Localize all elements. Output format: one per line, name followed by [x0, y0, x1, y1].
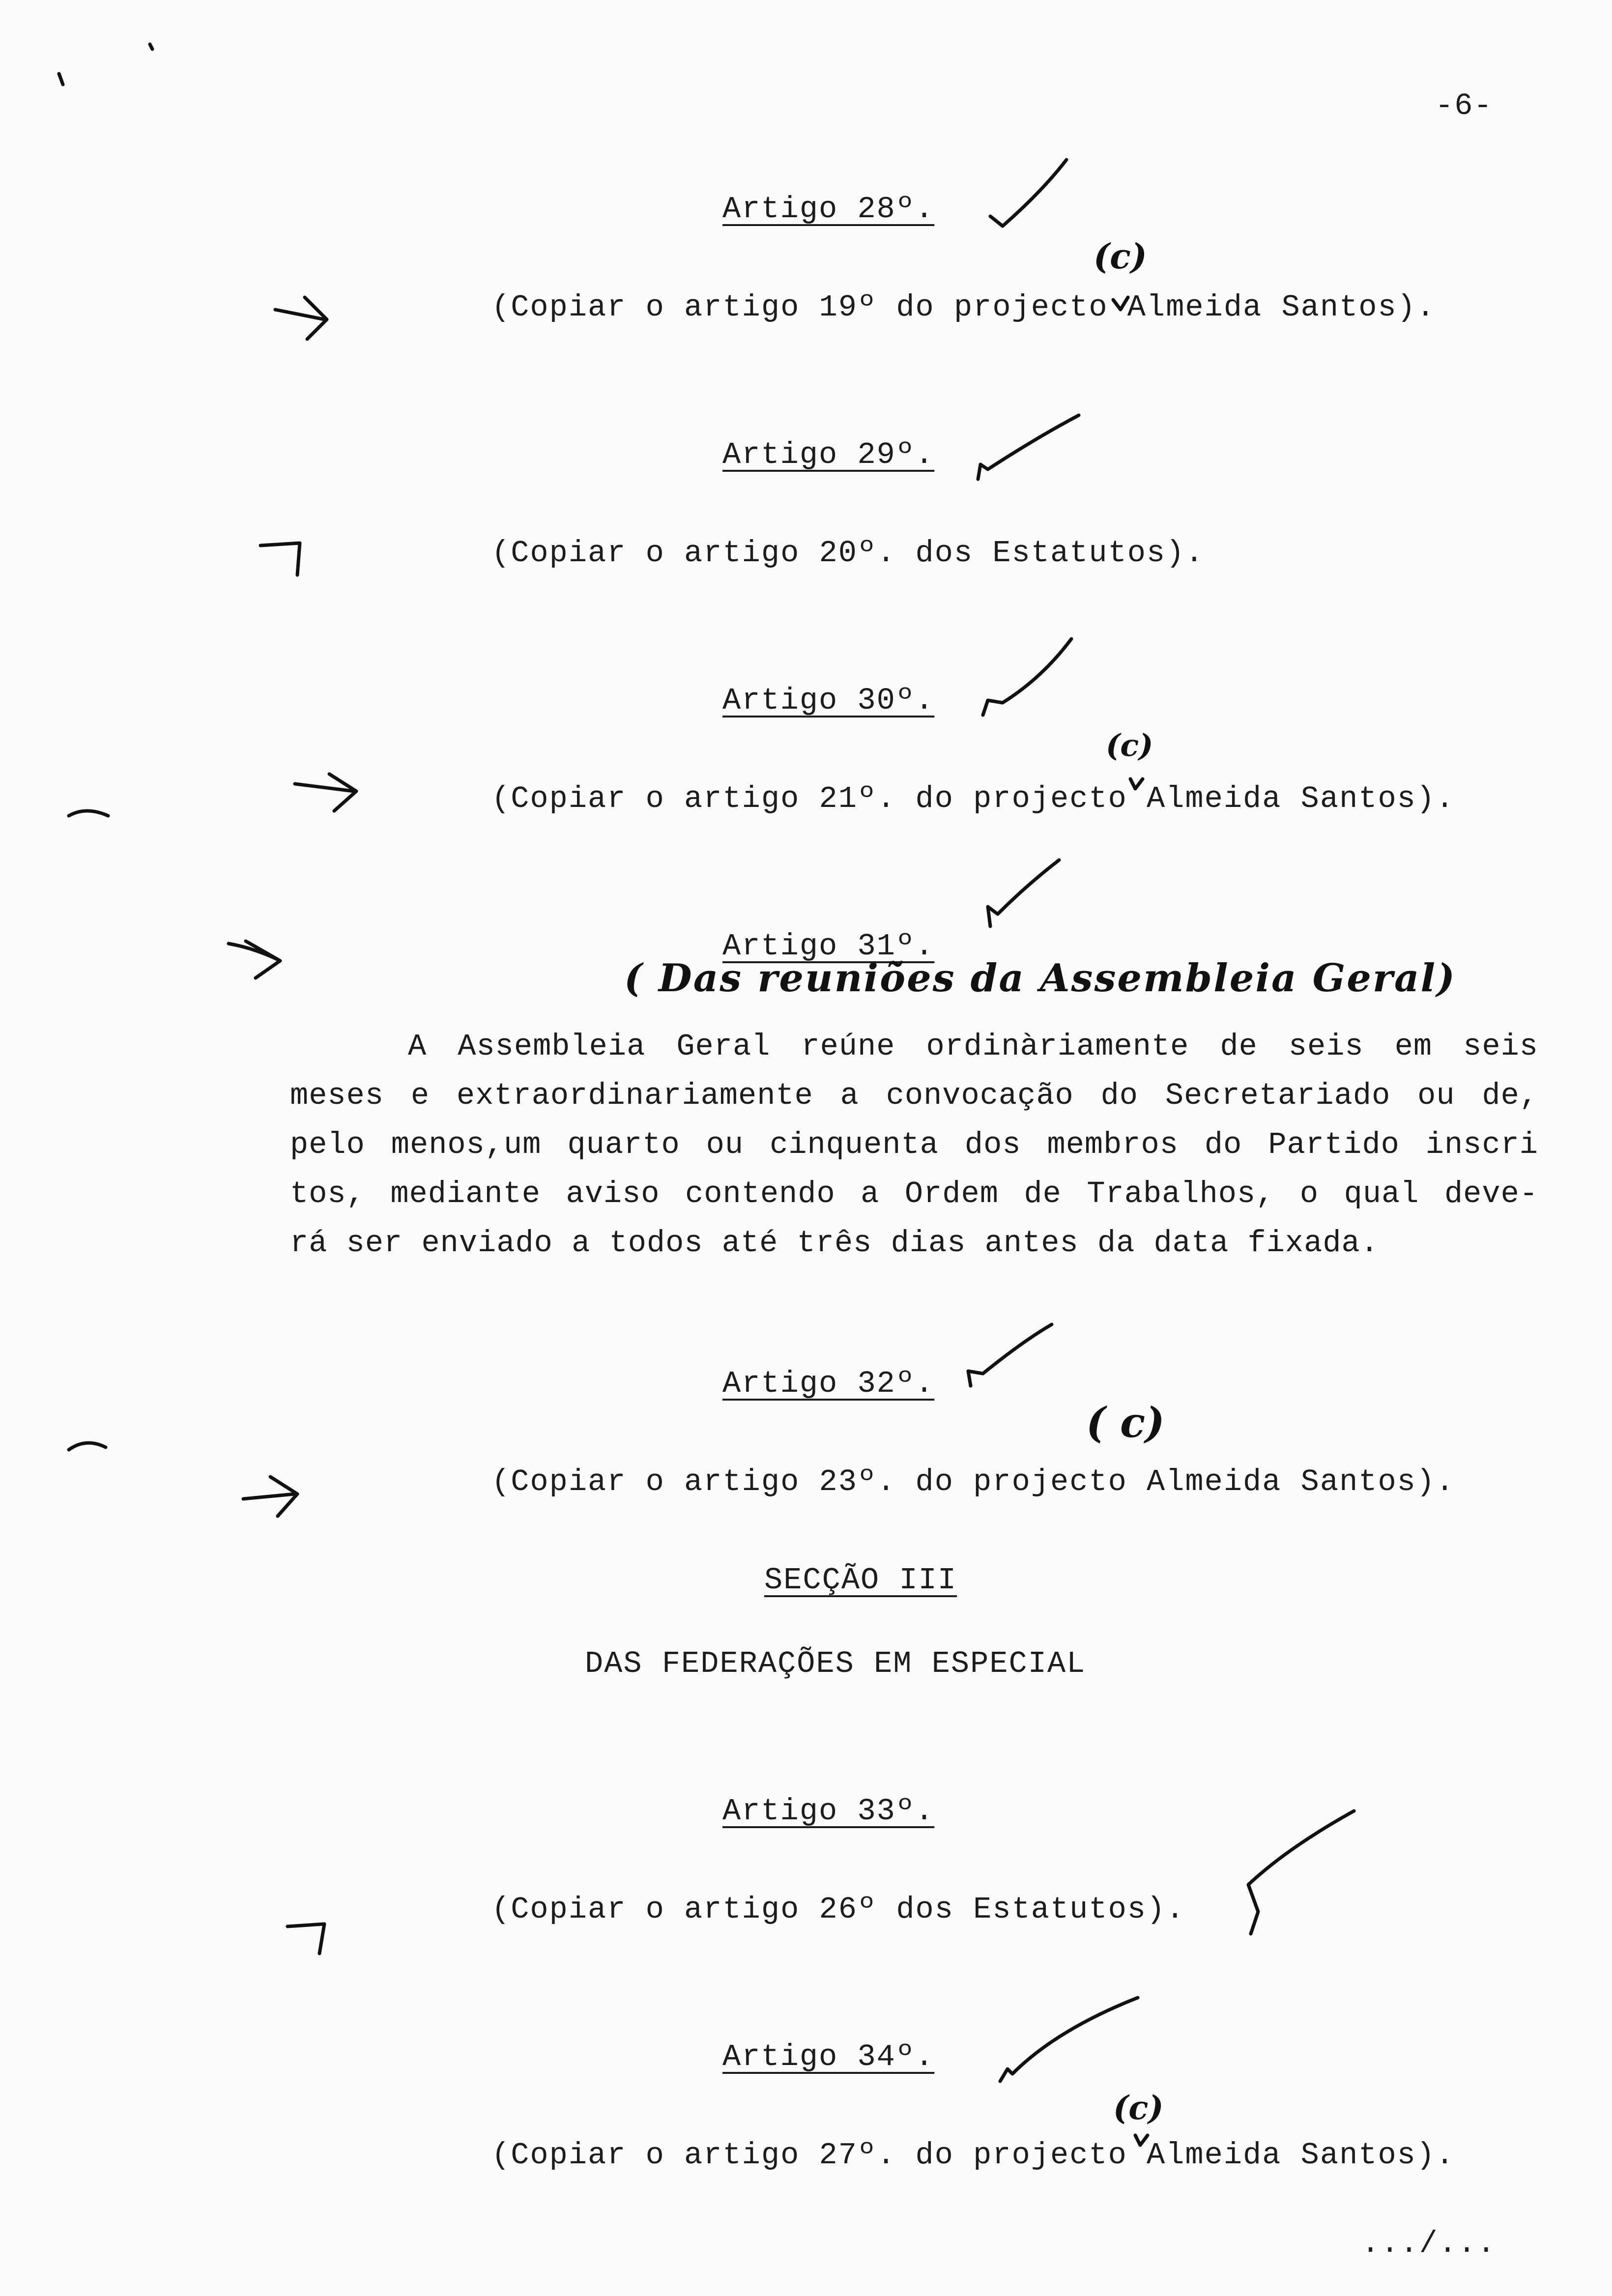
article-34-annotation: (c): [1113, 2089, 1164, 2127]
article-32-annotation: ( c): [1086, 1398, 1165, 1447]
checkmark-icon: [988, 860, 1059, 926]
article-31-handwritten-title: ( Das reuniões da Assembleia Geral): [624, 956, 1457, 1001]
arrow-icon: [229, 941, 280, 978]
article-33-heading: Artigo 33º.: [722, 1794, 935, 1829]
arrow-icon: [260, 543, 300, 575]
checkmark-icon: [983, 639, 1071, 715]
checkmark-icon: [1000, 1998, 1138, 2081]
paragraph-line: meses e extraordinariamente a convocação do Secretariado ou de,: [290, 1078, 1538, 1113]
article-30-body: (Copiar o artigo 21º. do projecto Almeida Santos).: [491, 781, 1455, 816]
caret-icon: [1113, 297, 1128, 310]
article-34-heading: Artigo 34º.: [722, 2039, 935, 2074]
article-30-annotation: (c): [1106, 727, 1153, 763]
article-31-heading: Artigo 31º.: [722, 929, 935, 964]
caret-icon: [1135, 2135, 1148, 2145]
article-28-heading: Artigo 28º.: [722, 192, 935, 227]
margin-mark: [69, 811, 108, 816]
caret-icon: [1130, 779, 1143, 789]
continuation-marker: .../...: [1361, 2226, 1497, 2261]
paragraph-line: pelo menos,um quarto ou cinquenta dos membros do Partido inscri: [290, 1127, 1538, 1162]
article-29-body: (Copiar o artigo 20º. dos Estatutos).: [491, 536, 1205, 571]
checkmark-icon: [978, 415, 1079, 479]
arrow-icon: [243, 1477, 297, 1516]
article-34-body: (Copiar o artigo 27º. do projecto Almeida Santos).: [491, 2138, 1455, 2173]
paragraph-line: tos, mediante aviso contendo a Ordem de Trabalhos, o qual deve-: [290, 1177, 1538, 1211]
section-title: SECÇÃO III: [764, 1563, 957, 1598]
margin-mark: [59, 74, 63, 85]
checkmark-icon: [1248, 1811, 1354, 1934]
page-number: -6-: [1435, 88, 1493, 123]
article-30-heading: Artigo 30º.: [722, 683, 935, 718]
arrow-icon: [295, 774, 356, 811]
article-32-heading: Artigo 32º.: [722, 1366, 935, 1401]
article-32-body: (Copiar o artigo 23º. do projecto Almeida Santos).: [491, 1464, 1455, 1499]
article-28-annotation: (c): [1094, 236, 1147, 277]
paragraph-line: rá ser enviado a todos até três dias antes da data fixada.: [290, 1226, 1379, 1261]
article-33-body: (Copiar o artigo 26º dos Estatutos).: [491, 1892, 1185, 1927]
margin-mark: [69, 1443, 106, 1450]
section-subtitle: DAS FEDERAÇÕES EM ESPECIAL: [585, 1646, 1086, 1681]
article-29-heading: Artigo 29º.: [722, 437, 935, 472]
arrow-icon: [275, 297, 327, 339]
margin-mark: [150, 44, 152, 49]
article-28-body: (Copiar o artigo 19º do projecto Almeida Santos).: [491, 290, 1436, 325]
arrow-icon: [288, 1924, 324, 1953]
checkmark-icon: [990, 160, 1066, 226]
paragraph-line: A Assembleia Geral reúne ordinàriamente de seis em seis: [408, 1029, 1538, 1064]
checkmark-icon: [968, 1324, 1052, 1386]
